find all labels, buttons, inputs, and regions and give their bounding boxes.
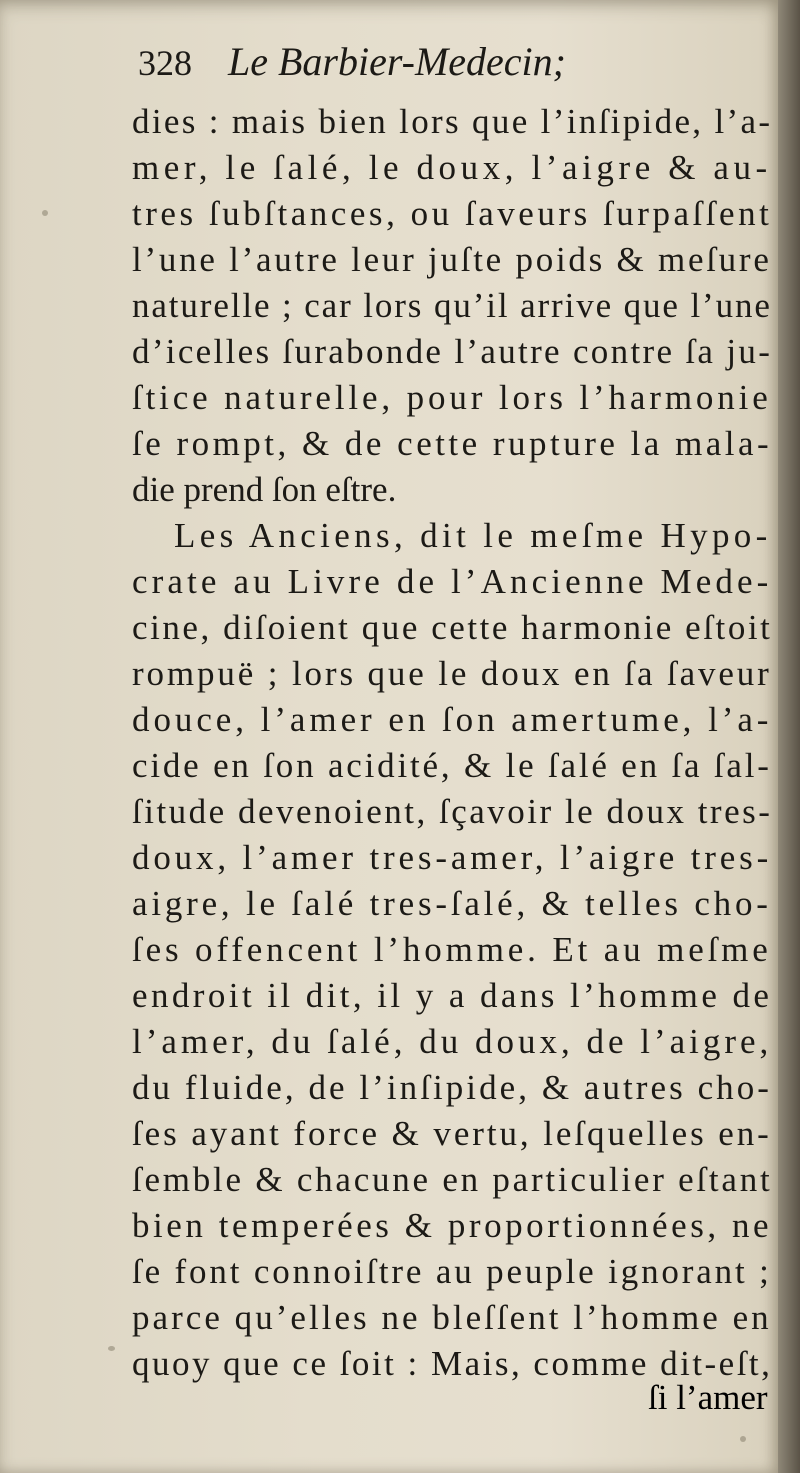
text-line: ſes ayant force & vertu, leſquelles en- xyxy=(132,1114,772,1153)
text-line: cine, diſoient que cette harmonie eſtoit xyxy=(132,608,773,647)
catchword: ſi l’amer xyxy=(648,1378,768,1417)
foxing-spot xyxy=(42,210,48,216)
text-line: l’une l’autre leur juſte poids & meſure xyxy=(132,240,772,279)
text-line: rompuë ; lors que le doux en ſa ſaveur xyxy=(132,654,772,693)
foxing-spot xyxy=(740,1436,746,1442)
text-line: d’icelles ſurabonde l’autre contre ſa ju- xyxy=(132,332,773,371)
text-line: doux, l’amer tres-amer, l’aigre tres- xyxy=(132,838,773,877)
text-line: du fluide, de l’inſipide, & autres cho- xyxy=(132,1068,772,1107)
text-line: cide en ſon acidité, & le ſalé en ſa ſal- xyxy=(132,746,772,785)
text-line: crate au Livre de l’Ancienne Mede- xyxy=(132,562,773,601)
text-line: quoy que ce ſoit : Mais, comme dit-eſt, xyxy=(132,1344,773,1383)
text-line: ſemble & chacune en particulier eſtant xyxy=(132,1160,773,1199)
text-line: ſe rompt, & de cette rupture la mala- xyxy=(132,424,773,463)
text-line: ſtice naturelle, pour lors l’harmonie xyxy=(132,378,772,417)
text-line: bien temperées & proportionnées, ne xyxy=(132,1206,773,1245)
text-line: aigre, le ſalé tres-ſalé, & telles cho- xyxy=(132,884,772,923)
text-line: die prend ſon eſtre. xyxy=(132,470,397,509)
text-line: dies : mais bien lors que l’inſipide, l’a- xyxy=(132,102,773,141)
text-line: ſe font connoiſtre au peuple ignorant ; xyxy=(132,1252,772,1291)
text-line: ſes offencent l’homme. Et au meſme xyxy=(132,930,772,969)
text-line: l’amer, du ſalé, du doux, de l’aigre, xyxy=(132,1022,773,1061)
page-edge xyxy=(778,0,800,1473)
text-line: endroit il dit, il y a dans l’homme de xyxy=(132,976,773,1015)
text-line: parce qu’elles ne bleſſent l’homme en xyxy=(132,1298,772,1337)
paragraph-start-line: Les Anciens, dit le meſme Hypo- xyxy=(174,516,772,555)
running-title: Le Barbier-Medecin; xyxy=(228,39,566,84)
running-header xyxy=(138,38,566,85)
text-line: ſitude devenoient, ſçavoir le doux tres- xyxy=(132,792,773,831)
foxing-spot xyxy=(108,1346,115,1351)
text-line: naturelle ; car lors qu’il arrive que l’une xyxy=(132,286,772,325)
text-line: mer, le ſalé, le doux, l’aigre & au- xyxy=(132,148,772,187)
page-number: 328 xyxy=(138,43,192,83)
text-line: tres ſubſtances, ou ſaveurs ſurpaſſent xyxy=(132,194,773,233)
text-line: douce, l’amer en ſon amertume, l’a- xyxy=(132,700,773,739)
